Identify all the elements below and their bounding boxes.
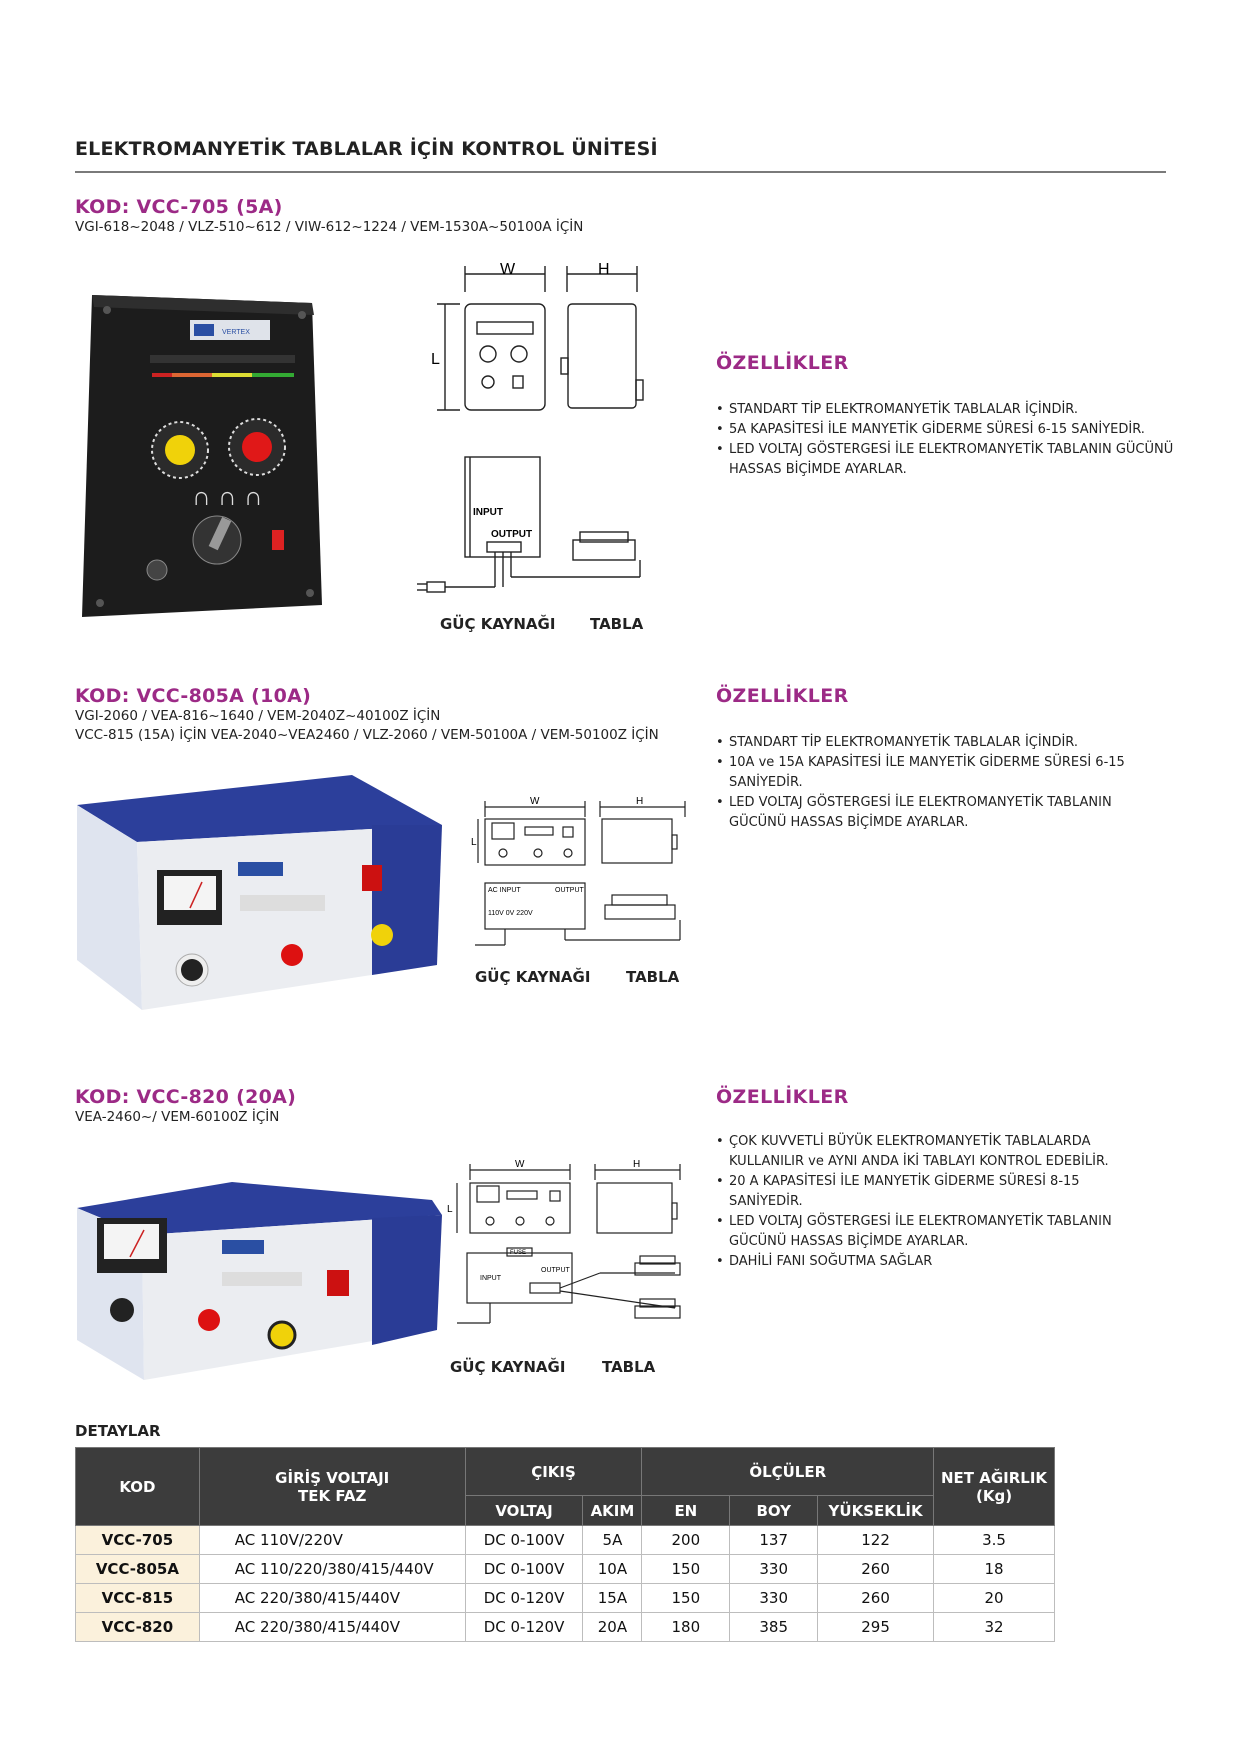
caption-power: GÜÇ KAYNAĞI — [450, 1358, 566, 1376]
features-title-3: ÖZELLİKLER — [716, 1086, 849, 1108]
caption-table: TABLA — [602, 1358, 656, 1376]
table-row: VCC-815 AC 220/380/415/440V DC 0-120V 15A 150 330 260 20 — [76, 1584, 1055, 1613]
height-label: H — [636, 796, 644, 807]
caption-table: TABLA — [626, 968, 680, 986]
width-label: W — [515, 1159, 525, 1170]
feature-item: • 20 A KAPASİTESİ İLE MANYETİK GİDERME SÜRESİ 8-15 SANİYEDİR. — [716, 1172, 1136, 1212]
height-label: H — [598, 262, 610, 278]
input-label: AC INPUT — [488, 887, 521, 894]
output-label: OUTPUT — [541, 1267, 570, 1274]
section1-code: KOD: VCC-705 (5A) — [75, 196, 283, 218]
features-list-3 — [716, 1132, 1136, 1272]
magnet-icon: ∩ ∩ ∩ — [192, 481, 263, 511]
details-title: DETAYLAR — [75, 1422, 161, 1440]
input-label: INPUT — [480, 1275, 501, 1282]
feature-item: • 10A ve 15A KAPASİTESİ İLE MANYETİK GİDERME SÜRESİ 6-15 SANİYEDİR. — [716, 753, 1156, 793]
section3-subtitle: VEA-2460~/ VEM-60100Z İÇİN — [75, 1109, 280, 1125]
vcc820-diagram — [445, 1158, 700, 1338]
header-boy: BOY — [730, 1496, 818, 1526]
header-voltage: VOLTAJ — [465, 1496, 583, 1526]
features-list-2 — [716, 733, 1156, 833]
section3-code: KOD: VCC-820 (20A) — [75, 1086, 297, 1108]
features-list-1 — [716, 400, 1176, 480]
power-switch — [272, 530, 284, 550]
feature-item: • DAHİLİ FANI SOĞUTMA SAĞLAR — [716, 1252, 1136, 1272]
header-weight: NET AĞIRLIK (Kg) — [934, 1448, 1055, 1526]
output-label: OUTPUT — [555, 887, 584, 894]
table-row: VCC-805A AC 110/220/380/415/440V DC 0-100V 10A 150 330 260 18 — [76, 1555, 1055, 1584]
section2-subtitle-2: VCC-815 (15A) İÇİN VEA-2040~VEA2460 / VLZ-2060 / VEM-50100A / VEM-50100Z İÇİN — [75, 727, 659, 743]
caption-table: TABLA — [590, 615, 644, 633]
width-label: W — [530, 796, 540, 807]
width-label: W — [500, 262, 516, 278]
features-title-1: ÖZELLİKLER — [716, 352, 849, 374]
details-table — [75, 1447, 1055, 1642]
header-height: YÜKSEKLİK — [818, 1496, 934, 1526]
height-label: H — [633, 1159, 641, 1170]
feature-item: • LED VOLTAJ GÖSTERGESİ İLE ELEKTROMANYETİK TABLANIN GÜCÜNÜ HASSAS BİÇİMDE AYARLAR. — [716, 793, 1156, 833]
feature-item: • STANDART TİP ELEKTROMANYETİK TABLALAR İÇİNDİR. — [716, 733, 1156, 753]
header-kod: KOD — [76, 1448, 200, 1526]
feature-item: • LED VOLTAJ GÖSTERGESİ İLE ELEKTROMANYETİK TABLANIN GÜCÜNÜ HASSAS BİÇİMDE AYARLAR. — [716, 440, 1176, 480]
selector-knob — [110, 1298, 134, 1322]
yellow-knob — [269, 1322, 295, 1348]
page-title: ELEKTROMANYETİK TABLALAR İÇİN KONTROL ÜNİTESİ — [75, 138, 658, 160]
power-switch — [362, 865, 382, 891]
red-knob — [198, 1309, 220, 1331]
analog-meter — [164, 876, 216, 910]
features-title-2: ÖZELLİKLER — [716, 685, 849, 707]
length-label: L — [431, 351, 440, 368]
caption-power: GÜÇ KAYNAĞI — [440, 615, 556, 633]
header-dimensions: ÖLÇÜLER — [642, 1448, 934, 1496]
section2-subtitle-1: VGI-2060 / VEA-816~1640 / VEM-2040Z~40100Z İÇİN — [75, 708, 441, 724]
feature-item: • ÇOK KUVVETLİ BÜYÜK ELEKTROMANYETİK TABLALARDA KULLANILIR ve AYNI ANDA İKİ TABLAYI KONTROL EDEBİLİR. — [716, 1132, 1136, 1172]
feature-item: • STANDART TİP ELEKTROMANYETİK TABLALAR İÇİNDİR. — [716, 400, 1176, 420]
feature-item: • LED VOLTAJ GÖSTERGESİ İLE ELEKTROMANYETİK TABLANIN GÜCÜNÜ HASSAS BİÇİMDE AYARLAR. — [716, 1212, 1136, 1252]
input-label: INPUT — [473, 507, 503, 518]
table-row: VCC-820 AC 220/380/415/440V DC 0-120V 20A 180 385 295 32 — [76, 1613, 1055, 1642]
vcc705-photo — [72, 285, 332, 625]
fuse-label: FUSE — [510, 1250, 527, 1256]
power-switch — [327, 1270, 349, 1296]
yellow-knob — [165, 435, 195, 465]
section1-subtitle: VGI-618~2048 / VLZ-510~612 / VIW-612~1224 / VEM-1530A~50100A İÇİN — [75, 219, 584, 235]
header-en: EN — [642, 1496, 730, 1526]
feature-item: • 5A KAPASİTESİ İLE MANYETİK GİDERME SÜRESİ 6-15 SANİYEDİR. — [716, 420, 1176, 440]
table-row: VCC-705 AC 110V/220V DC 0-100V 5A 200 137 122 3.5 — [76, 1526, 1055, 1555]
red-knob — [242, 432, 272, 462]
brand-label: VERTEX — [222, 329, 250, 336]
vcc705-diagram — [415, 262, 665, 632]
yellow-knob — [371, 924, 393, 946]
length-label: L — [471, 837, 477, 848]
header-current: AKIM — [583, 1496, 642, 1526]
vcc805-photo — [72, 770, 447, 1015]
header-output: ÇIKIŞ — [465, 1448, 642, 1496]
title-divider — [75, 171, 1166, 173]
output-label: OUTPUT — [491, 529, 533, 540]
selector-knob — [181, 959, 203, 981]
vcc805-diagram — [470, 795, 690, 960]
red-knob — [281, 944, 303, 966]
vcc820-photo — [72, 1180, 447, 1385]
caption-power: GÜÇ KAYNAĞI — [475, 968, 591, 986]
led-bar — [152, 373, 294, 377]
header-input-voltage: GİRİŞ VOLTAJI TEK FAZ — [199, 1448, 465, 1526]
voltage-label: 110V 0V 220V — [488, 910, 533, 917]
length-label: L — [447, 1204, 453, 1215]
section2-code: KOD: VCC-805A (10A) — [75, 685, 312, 707]
